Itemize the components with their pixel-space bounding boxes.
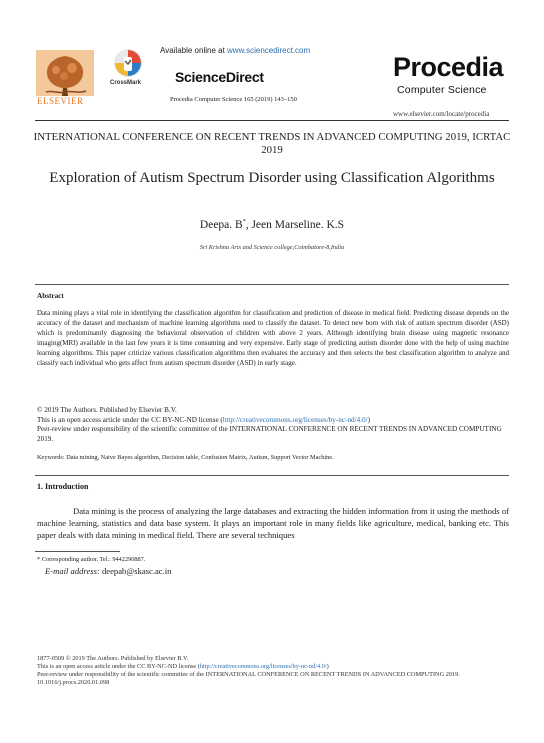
- journal-url-link[interactable]: www.elsevier.com/locate/procedia: [393, 110, 490, 118]
- crossmark-label: CrossMark: [110, 80, 142, 86]
- journal-logo-subtitle: Computer Science: [397, 84, 487, 96]
- journal-citation-line: Procedia Computer Science 165 (2019) 143–150: [170, 96, 297, 103]
- bottom-license-prefix: This is an open access article under the CC BY-NC-ND license (: [37, 663, 200, 671]
- copyright-block: [37, 406, 509, 444]
- header-divider: [35, 120, 509, 121]
- journal-logo-title: Procedia: [393, 52, 504, 82]
- publication-info-block: [37, 655, 509, 687]
- license-link[interactable]: http://creativecommons.org/licenses/by-nc-nd/4.0/: [222, 415, 368, 424]
- bottom-license-line: [37, 663, 509, 671]
- license-suffix: ): [367, 415, 371, 424]
- sciencedirect-brand: ScienceDirect: [175, 69, 264, 85]
- available-online-line: [160, 46, 310, 55]
- keywords: Keywords: Data mining, Naive Bayes algorithm, Decision table, Confusion Matrix, Autism, Support Vector Machine.: [37, 454, 334, 461]
- abstract-divider: [35, 284, 509, 285]
- corresponding-author-mark: *: [242, 219, 246, 226]
- author-line: [40, 219, 504, 231]
- publisher-label: ELSEVIER: [37, 96, 84, 106]
- bottom-license-suffix: ): [326, 663, 329, 671]
- bottom-peer-review: Peer-review under responsibility of the scientific committee of the INTERNATIONAL CONFERENCE ON RECENT TRENDS IN ADVANCED COMPUTING 2019.: [37, 671, 460, 679]
- bottom-license-link[interactable]: http://creativecommons.org/licenses/by-nc-nd/4.0/: [199, 663, 327, 671]
- author-name: Deepa. B: [199, 219, 243, 231]
- abstract-text: Data mining plays a vital role in identifying the classification algorithm for classification and prediction of disease in medical field. Predicting disease depends on the accuracy of the dataset and mechanism of machine learning algorithms used to classify the dataset. To detect new born with risk of autism spectrum disorder (ASD) which is predominantly diagnosing the behavioral observation of children with above 2 years. Although identifying brain disease using magnetic resonance imaging(MRI) available in the last few years it is time consuming and very expensive. Early stage of predicting autism disorder done with the help of using machine learning algorithms. This paper criticize various classification algorithms then evaluates the accuracy and then selects the best classification algorithm to analyze and classify each individual who gets affect from autism spectrum disorder (ASD) in early stage.: [37, 309, 509, 368]
- author-name: Jeen Marseline. K.S: [251, 219, 345, 231]
- copyright-line: © 2019 The Authors. Published by Elsevier B.V.: [37, 406, 177, 414]
- paper-title: Exploration of Autism Spectrum Disorder using Classification Algorithms: [49, 170, 495, 186]
- peer-review-line: Peer-review under responsibility of the scientific committee of the INTERNATIONAL CONFERENCE ON RECENT TRENDS IN ADVANCED COMPUTING 2019.: [37, 425, 502, 443]
- issn-line: 1877-0509 © 2019 The Authors. Published by Elsevier B.V.: [37, 655, 189, 662]
- abstract-heading: Abstract: [37, 292, 64, 300]
- doi-line[interactable]: 10.1016/j.procs.2020.01.098: [37, 679, 110, 687]
- sciencedirect-link[interactable]: www.sciencedirect.com: [227, 46, 311, 55]
- introduction-heading: 1. Introduction: [37, 482, 89, 491]
- introduction-text: Data mining is the process of analyzing the large databases and extracting the hidden information from it using the methods of machine learning, statistics and data base system. It plays an important role in many fields like agriculture, medical, banking etc. This paper deals with data mining in medical field. There are several techniques: [37, 506, 509, 541]
- footnote-divider: [35, 551, 120, 552]
- crossmark-icon[interactable]: [113, 48, 143, 80]
- email-line: [45, 566, 171, 576]
- available-prefix: Available online at: [160, 46, 228, 55]
- corresponding-author-note: * Corresponding author. Tel.: 9442290887.: [37, 556, 146, 563]
- conference-name: INTERNATIONAL CONFERENCE ON RECENT TRENDS IN ADVANCED COMPUTING 2019, ICRTAC 2019: [33, 131, 511, 156]
- intro-divider: [35, 475, 509, 476]
- license-prefix: This is an open access article under the CC BY-NC-ND license (: [37, 415, 223, 424]
- email-label: E-mail address:: [45, 566, 100, 576]
- author-separator: ,: [245, 219, 252, 231]
- affiliation: Sri Krishna Arts and Science college,Coimbatore-8,India: [199, 244, 345, 251]
- email-address[interactable]: deepab@skasc.ac.in: [101, 566, 172, 576]
- license-line: [37, 416, 509, 426]
